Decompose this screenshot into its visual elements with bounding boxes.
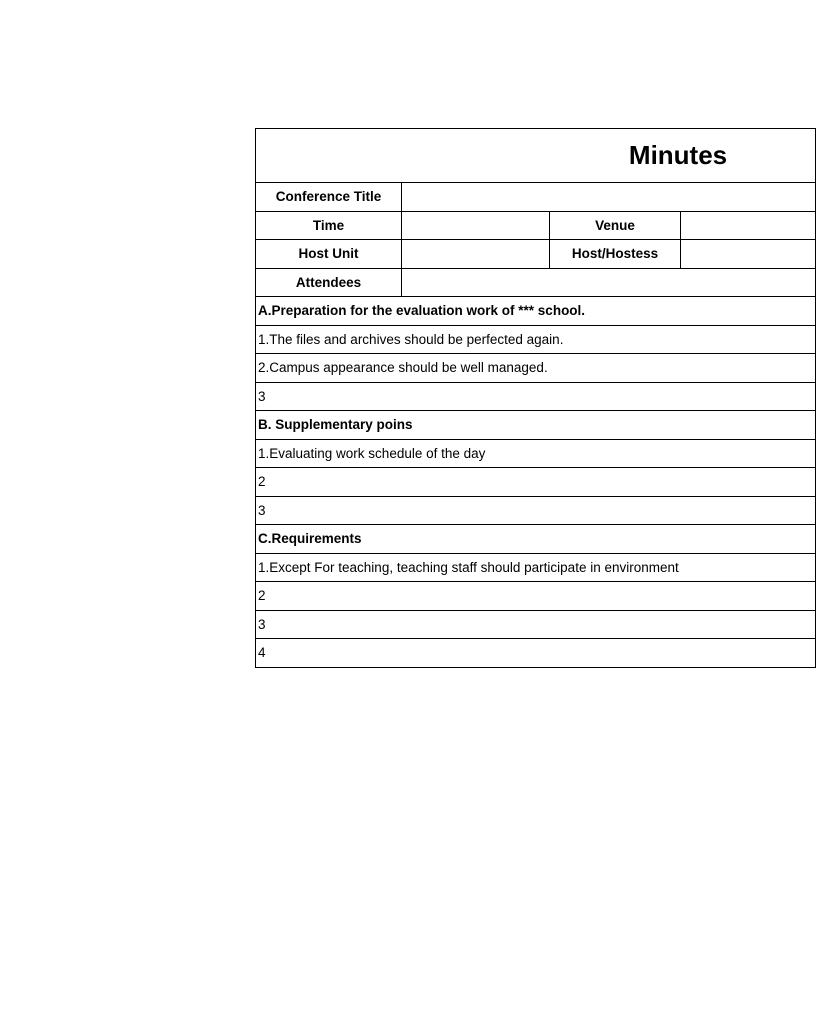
section-heading-row [256, 297, 816, 326]
list-item [256, 553, 816, 582]
host-hostess-label: Host/Hostess [550, 240, 681, 269]
section-b-item-2: 2 [256, 468, 816, 497]
section-heading-row [256, 411, 816, 440]
host-unit-label: Host Unit [256, 240, 402, 269]
section-c-item-2: 2 [256, 582, 816, 611]
time-label: Time [256, 211, 402, 240]
host-row [256, 240, 816, 269]
attendees-row [256, 268, 816, 297]
attendees-value[interactable] [402, 268, 816, 297]
conference-title-value[interactable] [402, 183, 816, 212]
section-a-item-3: 3 [256, 382, 816, 411]
section-c-heading: C.Requirements [256, 525, 816, 554]
conference-title-row [256, 183, 816, 212]
minutes-table [255, 128, 816, 668]
title-cell [256, 129, 816, 183]
host-hostess-value[interactable] [681, 240, 816, 269]
list-item [256, 468, 816, 497]
section-a-heading: A.Preparation for the evaluation work of *** school. [256, 297, 816, 326]
minutes-sheet [255, 128, 728, 664]
time-value[interactable] [402, 211, 550, 240]
list-item [256, 610, 816, 639]
attendees-label: Attendees [256, 268, 402, 297]
list-item [256, 439, 816, 468]
section-c-item-4: 4 [256, 639, 816, 668]
list-item [256, 639, 816, 668]
venue-label: Venue [550, 211, 681, 240]
title-row [256, 129, 816, 183]
section-heading-row [256, 525, 816, 554]
section-b-heading: B. Supplementary poins [256, 411, 816, 440]
section-b-item-3: 3 [256, 496, 816, 525]
document-title: Minutes [628, 140, 728, 170]
list-item [256, 496, 816, 525]
conference-title-label: Conference Title [256, 183, 402, 212]
list-item [256, 354, 816, 383]
section-c-item-3: 3 [256, 610, 816, 639]
list-item [256, 382, 816, 411]
section-a-item-2: 2.Campus appearance should be well managed. [256, 354, 816, 383]
section-a-item-1: 1.The files and archives should be perfected again. [256, 325, 816, 354]
host-unit-value[interactable] [402, 240, 550, 269]
venue-value[interactable] [681, 211, 816, 240]
time-venue-row [256, 211, 816, 240]
list-item [256, 325, 816, 354]
section-b-item-1: 1.Evaluating work schedule of the day [256, 439, 816, 468]
list-item [256, 582, 816, 611]
section-c-item-1: 1.Except For teaching, teaching staff should participate in environment [256, 553, 816, 582]
